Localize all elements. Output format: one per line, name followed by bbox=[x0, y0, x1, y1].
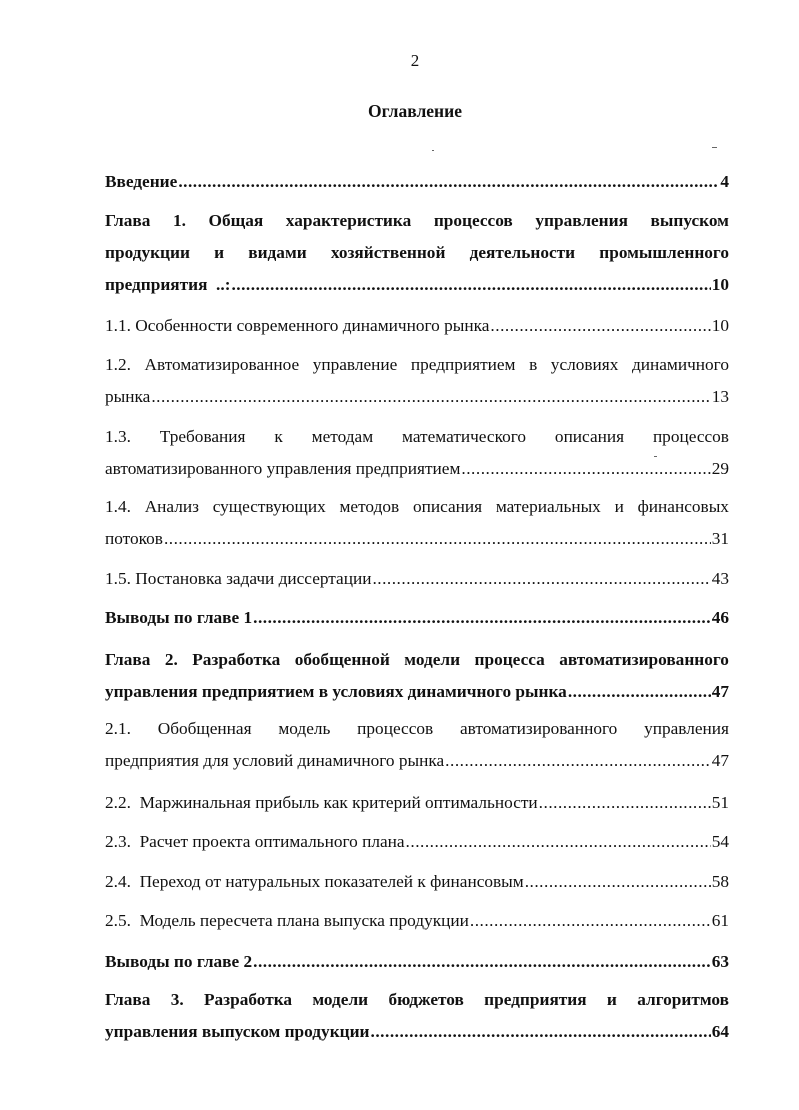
toc-word: материальных bbox=[495, 497, 601, 516]
dot-leader bbox=[371, 1022, 711, 1042]
dot-leader bbox=[470, 911, 711, 931]
dot-leader bbox=[231, 275, 710, 295]
toc-word: модели bbox=[312, 990, 369, 1009]
toc-page-number: 46 bbox=[711, 608, 729, 627]
toc-entry-last-line bbox=[105, 952, 729, 972]
toc-entry bbox=[105, 719, 729, 771]
toc-entry-label: 2.2. Маржинальная прибыль как критерий оптимальности bbox=[105, 793, 538, 812]
toc-word: Глава bbox=[105, 990, 151, 1009]
dot-leader bbox=[445, 751, 711, 771]
toc-word: динамичного bbox=[631, 355, 729, 374]
toc-entry-last-line bbox=[105, 872, 729, 892]
toc-word: предприятия bbox=[484, 990, 587, 1009]
toc-page-number: 13 bbox=[711, 387, 729, 406]
toc-entry-label: 1.5. Постановка задачи диссертации bbox=[105, 569, 372, 588]
toc-entry bbox=[105, 650, 729, 702]
scan-speck bbox=[712, 147, 717, 148]
toc-word: в bbox=[529, 355, 538, 374]
toc-word: процессов bbox=[433, 211, 513, 230]
toc-page-number: 29 bbox=[711, 459, 729, 478]
toc-entry-label: управления выпуском продукции bbox=[105, 1022, 370, 1041]
dot-leader bbox=[164, 529, 711, 549]
toc-word: процессов bbox=[652, 427, 729, 446]
toc-entry-last-line bbox=[105, 172, 729, 192]
dot-leader bbox=[178, 172, 719, 192]
toc-entry-label: 2.3. Расчет проекта оптимального плана bbox=[105, 832, 405, 851]
toc-word: и bbox=[606, 990, 617, 1009]
toc-word: процесса bbox=[474, 650, 545, 669]
toc-page-number: 4 bbox=[720, 172, 729, 191]
toc-word: Разработка bbox=[192, 650, 281, 669]
toc-word: управления bbox=[644, 719, 729, 738]
toc-page-number: 54 bbox=[711, 832, 729, 851]
toc-word: к bbox=[274, 427, 283, 446]
toc-word: процессов bbox=[357, 719, 434, 738]
toc-entry-last-line bbox=[105, 911, 729, 931]
dot-leader bbox=[539, 793, 711, 813]
toc-word: продукции bbox=[105, 243, 190, 262]
dot-leader bbox=[253, 608, 711, 628]
toc-entry-label: 2.4. Переход от натуральных показателей к финансовым bbox=[105, 872, 524, 891]
toc-word: условиях bbox=[550, 355, 619, 374]
toc-entry bbox=[105, 608, 729, 628]
toc-word: методов bbox=[339, 497, 400, 516]
toc-entry-last-line bbox=[105, 387, 729, 407]
toc-page-number: 63 bbox=[711, 952, 729, 971]
toc-entry-label: 2.5. Модель пересчета плана выпуска продукции bbox=[105, 911, 469, 930]
toc-word: 2. bbox=[164, 650, 178, 669]
toc-word: бюджетов bbox=[388, 990, 464, 1009]
dot-leader bbox=[461, 459, 710, 479]
toc-word: управления bbox=[535, 211, 628, 230]
dot-leader bbox=[490, 316, 710, 336]
toc-word: 1.3. bbox=[105, 427, 131, 446]
toc-entry-line bbox=[105, 243, 729, 263]
toc-word: Анализ bbox=[144, 497, 199, 516]
toc-word: описания bbox=[554, 427, 625, 446]
toc-page-number: 51 bbox=[711, 793, 729, 812]
toc-page-number: 64 bbox=[711, 1022, 729, 1041]
toc-word: описания bbox=[412, 497, 483, 516]
toc-word: Глава bbox=[105, 211, 151, 230]
toc-entry-last-line bbox=[105, 793, 729, 813]
toc-entry-last-line bbox=[105, 751, 729, 771]
toc-entry bbox=[105, 355, 729, 407]
toc-word: Автоматизированное bbox=[144, 355, 300, 374]
toc-word: математического bbox=[402, 427, 527, 446]
toc-entry bbox=[105, 569, 729, 589]
toc-word: управление bbox=[312, 355, 398, 374]
toc-entry-last-line bbox=[105, 832, 729, 852]
toc-entry bbox=[105, 872, 729, 892]
toc-entry-label: потоков bbox=[105, 529, 163, 548]
toc-entry-line bbox=[105, 355, 729, 375]
toc-entry-line bbox=[105, 719, 729, 739]
toc-word: алгоритмов bbox=[637, 990, 729, 1009]
toc-entry-line bbox=[105, 650, 729, 670]
toc-word: промышленного bbox=[599, 243, 729, 262]
toc-word: модели bbox=[404, 650, 461, 669]
toc-word: и bbox=[614, 497, 624, 516]
toc-word: Глава bbox=[105, 650, 151, 669]
toc-entry-last-line bbox=[105, 459, 729, 479]
toc-word: существующих bbox=[212, 497, 326, 516]
toc-entry-label: предприятия для условий динамичного рынка bbox=[105, 751, 445, 770]
toc-word: хозяйственной bbox=[330, 243, 446, 262]
toc-page-number: 10 bbox=[711, 275, 729, 294]
toc-page-number: 58 bbox=[711, 872, 729, 891]
toc-entry bbox=[105, 990, 729, 1042]
toc-word: видами bbox=[248, 243, 307, 262]
toc-entry-label: 1.1. Особенности современного динамичного рынка bbox=[105, 316, 490, 335]
toc-page-number: 10 bbox=[711, 316, 729, 335]
dot-leader bbox=[568, 682, 711, 702]
toc-word: методам bbox=[311, 427, 374, 446]
toc-word: 3. bbox=[170, 990, 184, 1009]
toc-entry bbox=[105, 793, 729, 813]
toc-entry-label: управления предприятием в условиях динамичного рынка bbox=[105, 682, 567, 701]
toc-word: финансовых bbox=[637, 497, 729, 516]
toc-entry-last-line bbox=[105, 682, 729, 702]
toc-page-number: 47 bbox=[711, 682, 729, 701]
toc-word: предприятием bbox=[410, 355, 516, 374]
toc-entry-label: Выводы по главе 2 bbox=[105, 952, 253, 971]
toc-entry-line bbox=[105, 497, 729, 517]
toc-entry-last-line bbox=[105, 529, 729, 549]
toc-entry-label: автоматизированного управления предприятием bbox=[105, 459, 461, 478]
toc-page-number: 47 bbox=[711, 751, 729, 770]
dot-leader bbox=[151, 387, 710, 407]
toc-entry-last-line bbox=[105, 1022, 729, 1042]
toc-word: автоматизированного bbox=[559, 650, 729, 669]
toc-entry bbox=[105, 316, 729, 336]
toc-entry-label: Выводы по главе 1 bbox=[105, 608, 253, 627]
toc-entry-label: рынка bbox=[105, 387, 151, 406]
toc-word: автоматизированного bbox=[460, 719, 618, 738]
toc-page-number: 43 bbox=[711, 569, 729, 588]
toc-entry-label: Введение bbox=[105, 172, 178, 191]
dot-leader bbox=[253, 952, 711, 972]
dot-leader bbox=[372, 569, 710, 589]
toc-word: 1. bbox=[172, 211, 186, 230]
dot-leader bbox=[525, 872, 711, 892]
toc-word: модель bbox=[278, 719, 331, 738]
toc-word: обобщенной bbox=[294, 650, 390, 669]
toc-word: Разработка bbox=[203, 990, 293, 1009]
toc-word: и bbox=[214, 243, 225, 262]
toc-word: Требования bbox=[159, 427, 246, 446]
toc-entry-line bbox=[105, 427, 729, 447]
toc-word: деятельности bbox=[469, 243, 576, 262]
toc-entry bbox=[105, 172, 729, 192]
dot-leader bbox=[406, 832, 711, 852]
toc-entry-last-line bbox=[105, 569, 729, 589]
toc-word: Общая bbox=[208, 211, 264, 230]
scan-speck bbox=[432, 150, 434, 151]
toc-entry bbox=[105, 427, 729, 479]
toc-word: 1.2. bbox=[105, 355, 131, 374]
toc-page-number: 31 bbox=[711, 529, 729, 548]
toc-entry bbox=[105, 952, 729, 972]
toc-word: 2.1. bbox=[105, 719, 131, 738]
page-number: 2 bbox=[410, 51, 420, 70]
toc-entry bbox=[105, 211, 729, 295]
toc-entry-line bbox=[105, 990, 729, 1010]
toc-title: Оглавление bbox=[368, 101, 462, 121]
toc-entry-last-line bbox=[105, 316, 729, 336]
toc-word: выпуском bbox=[650, 211, 729, 230]
toc-entry bbox=[105, 911, 729, 931]
toc-entry-label: предприятия ..: bbox=[105, 275, 231, 294]
toc-entry-last-line bbox=[105, 608, 729, 628]
toc-entry-last-line bbox=[105, 275, 729, 295]
toc-entry bbox=[105, 497, 729, 549]
toc-word: 1.4. bbox=[105, 497, 131, 516]
toc-word: Обобщенная bbox=[157, 719, 252, 738]
toc-entry bbox=[105, 832, 729, 852]
toc-word: характеристика bbox=[285, 211, 412, 230]
toc-entry-line bbox=[105, 211, 729, 231]
toc-page-number: 61 bbox=[711, 911, 729, 930]
